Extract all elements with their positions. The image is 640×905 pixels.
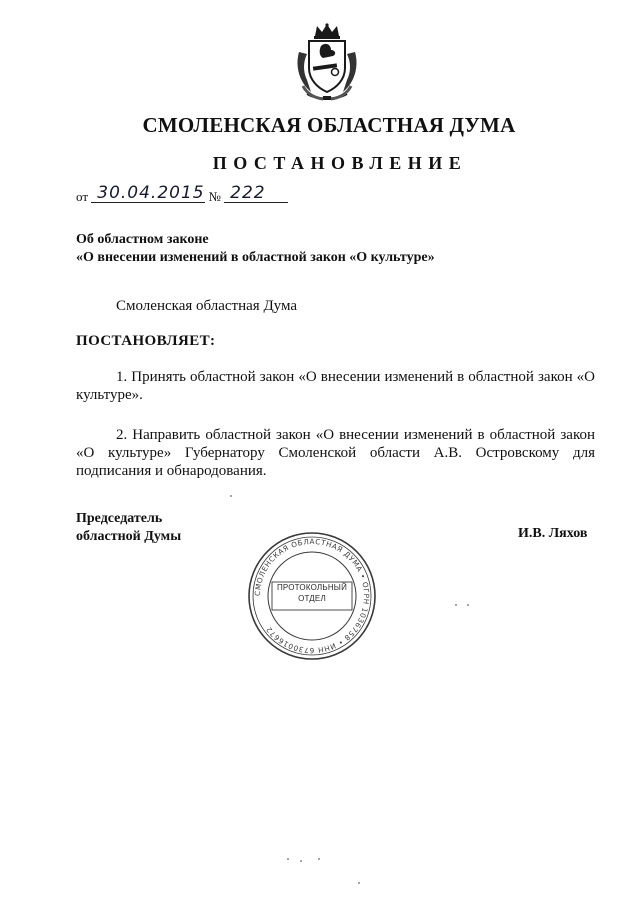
preamble: Смоленская областная Дума xyxy=(116,298,298,314)
position-line-2: областной Думы xyxy=(76,529,182,544)
subject-line-2: «О внесении изменений в областной закон «О культуре» xyxy=(76,250,435,265)
coat-of-arms-icon xyxy=(293,22,361,102)
resolves-heading: ПОСТАНОВЛЯЕТ: xyxy=(76,333,216,349)
resolution-paragraph-1: 1. Принять областной закон «О внесении изменений в областной закон «О культуре». xyxy=(76,369,595,403)
document-type: ПОСТАНОВЛЕНИЕ xyxy=(212,153,468,173)
handwritten-number: 222 xyxy=(224,185,288,203)
stamp-center-text xyxy=(270,582,354,604)
subject-line-1: Об областном законе xyxy=(76,232,209,247)
scan-speck xyxy=(358,882,360,884)
scan-speck xyxy=(318,858,320,860)
scan-speck xyxy=(300,860,302,862)
position-line-1: Председатель xyxy=(76,511,163,526)
stamp-line-2: ОТДЕЛ xyxy=(298,594,326,603)
scan-speck xyxy=(455,604,457,606)
registration-line xyxy=(76,183,288,206)
scan-speck xyxy=(467,604,469,606)
handwritten-date: 30.04.2015 xyxy=(91,185,205,203)
stamp-line-1: ПРОТОКОЛЬНЫЙ xyxy=(276,583,348,592)
scan-speck xyxy=(230,495,232,497)
signatory-name: И.В. Ляхов xyxy=(518,526,588,541)
scan-speck xyxy=(287,858,289,860)
stamp-ring-text: СМОЛЕНСКАЯ ОБЛАСТНАЯ ДУМА • ОГРН 1036758 • ИНН 6730016672 xyxy=(252,536,372,656)
number-label: № xyxy=(208,189,221,204)
document-subject xyxy=(76,231,435,267)
resolution-paragraph-2: 2. Направить областной закон «О внесении изменений в областной закон «О культуре» Губернатору Смоленской области А.В. Островскому для подписания и обнародования. xyxy=(76,427,595,479)
organization-title: СМОЛЕНСКАЯ ОБЛАСТНАЯ ДУМА xyxy=(142,113,516,137)
signatory-position xyxy=(76,510,181,546)
date-label: от xyxy=(76,189,89,204)
